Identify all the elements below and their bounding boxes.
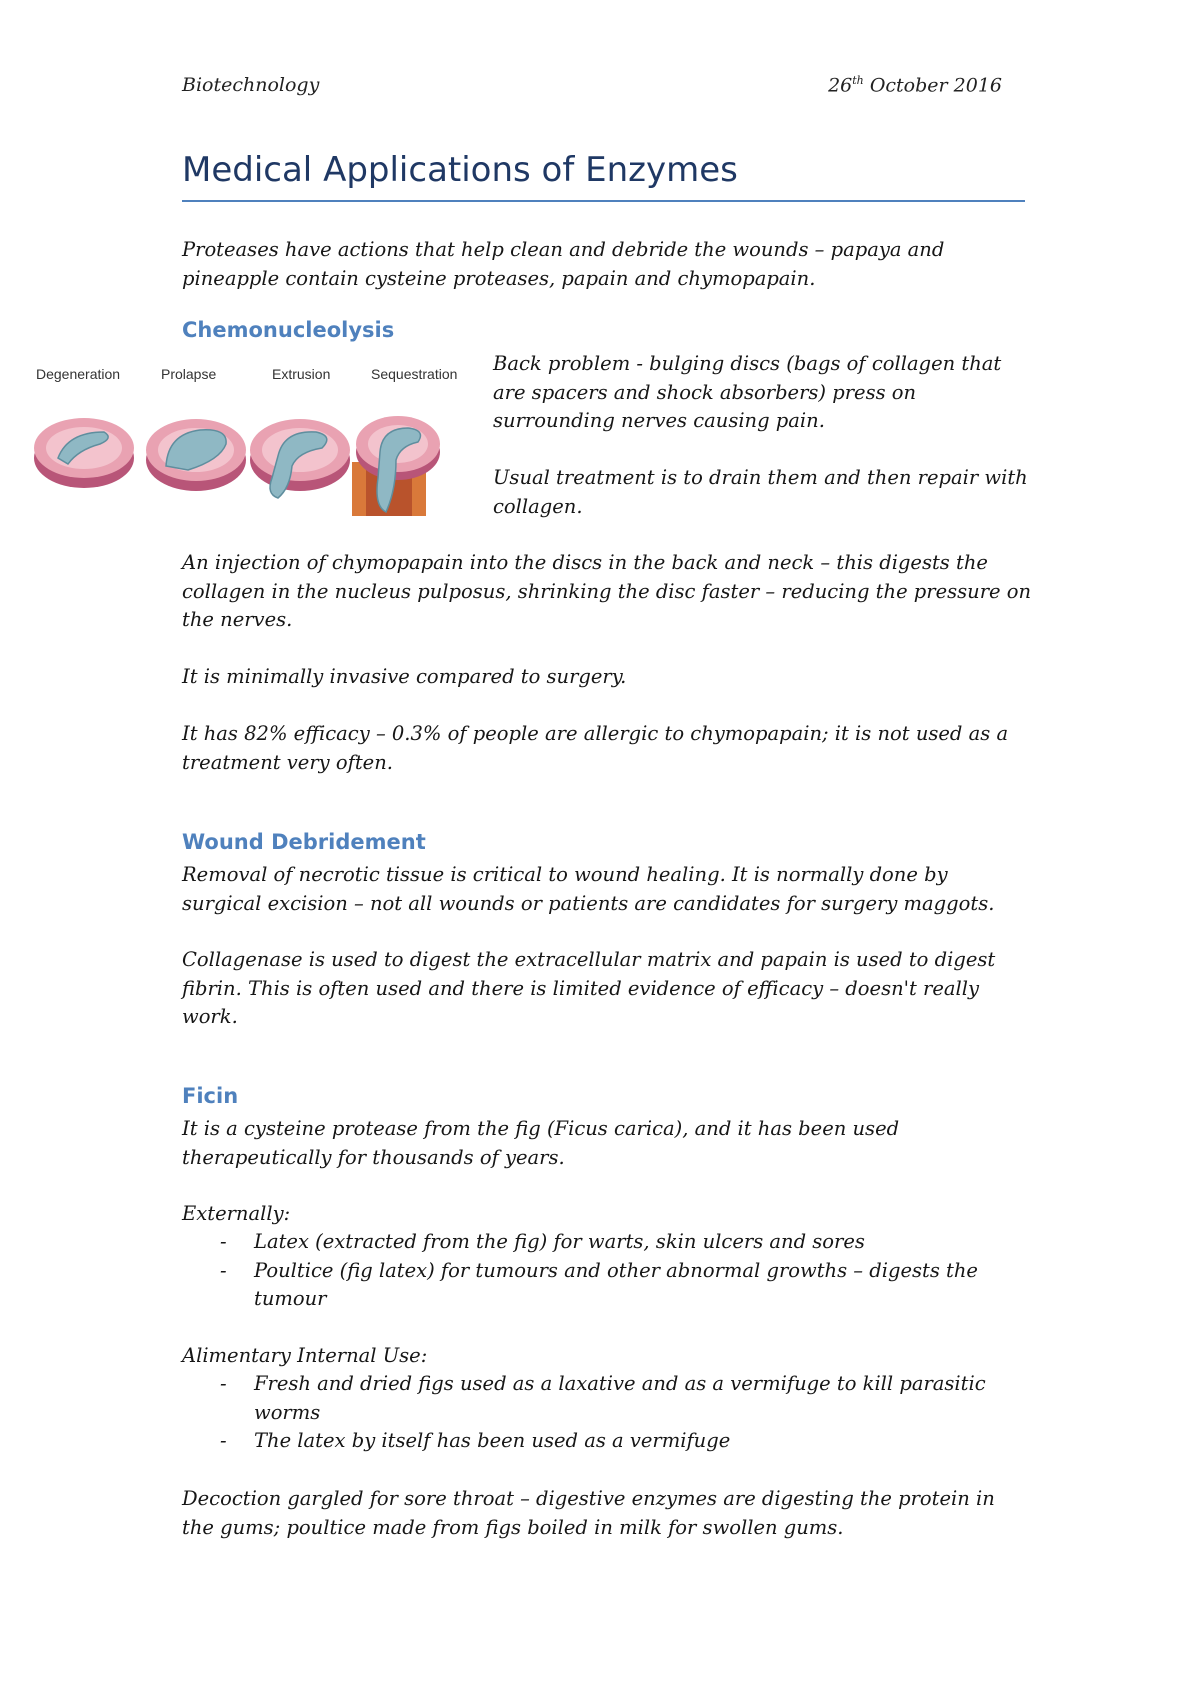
list-marker: -: [220, 1258, 227, 1282]
ficin-paragraph-1: It is a cysteine protease from the fig (Ficus carica), and it has been used therapeutically for thousands of years.: [182, 1117, 900, 1169]
heading-wound-debridement: Wound Debridement: [182, 830, 426, 854]
date-rest: October 2016: [863, 74, 1002, 97]
ficin-paragraph-last: Decoction gargled for sore throat – digestive enzymes are digesting the protein in the gums; poultice made from figs boiled in milk for swollen gums.: [182, 1487, 995, 1539]
internal-use-label: Alimentary Internal Use:: [182, 1344, 428, 1367]
figure-label-extrusion: Extrusion: [272, 366, 331, 382]
chemo-paragraph-3: An injection of chymopapain into the discs in the back and neck – this digests the collagen in the nucleus pulposus, shrinking the disc faster – reducing the pressure on the nerves.: [182, 551, 1032, 631]
list-marker: -: [220, 1230, 227, 1253]
disc-herniation-figure: [28, 366, 468, 516]
chemo-side-paragraph-1: Back problem - bulging discs (bags of collagen that are spacers and shock absorbers) press on surrounding nerves causing pain.: [493, 352, 1002, 432]
list-marker: -: [220, 1372, 227, 1395]
wound-paragraph-1: Removal of necrotic tissue is critical to wound healing. It is normally done by surgical excision – not all wounds or patients are candidates for surgery maggots.: [182, 863, 995, 915]
intro-paragraph: Proteases have actions that help clean and debride the wounds – papaya and pineapple contain cysteine proteases, papain and chymopapain.: [182, 238, 945, 290]
disc-sequestration-image: [352, 416, 440, 516]
list-item: [182, 1370, 1032, 1427]
date-day: 26: [828, 74, 853, 97]
external-uses-list: [182, 1228, 1032, 1314]
list-item-text: Fresh and dried figs used as a laxative and as a vermifuge to kill parasitic worms: [254, 1372, 986, 1424]
date-suffix: th: [852, 74, 864, 87]
disc-prolapse-image: [146, 419, 246, 491]
chemo-side-paragraph-2: Usual treatment is to drain them and then repair with collagen.: [493, 466, 1028, 518]
externally-label: Externally:: [182, 1202, 291, 1225]
disc-extrusion-image: [250, 419, 350, 498]
header-date: [828, 74, 1002, 96]
list-item-text: The latex by itself has been used as a vermifuge: [254, 1429, 731, 1452]
heading-chemonucleolysis: Chemonucleolysis: [182, 318, 395, 342]
figure-label-sequestration: Sequestration: [371, 366, 458, 382]
disc-illustrations: [28, 366, 468, 516]
disc-degeneration-image: [34, 418, 134, 488]
internal-uses-list: [182, 1370, 1032, 1456]
list-item-text: Poultice (fig latex) for tumours and other abnormal growths – digests the tumour: [254, 1258, 978, 1310]
chemo-paragraph-5: It has 82% efficacy – 0.3% of people are allergic to chymopapain; it is not used as a treatment very often.: [182, 722, 1009, 774]
figure-label-prolapse: Prolapse: [161, 366, 217, 382]
list-marker: -: [220, 1429, 227, 1452]
list-item: [182, 1427, 1032, 1456]
chemo-paragraph-4: It is minimally invasive compared to surgery.: [182, 665, 627, 688]
header-subject: Biotechnology: [182, 74, 320, 96]
list-item: [182, 1228, 1032, 1257]
list-item: [182, 1257, 1032, 1314]
heading-ficin: Ficin: [182, 1084, 239, 1108]
figure-label-degeneration: Degeneration: [36, 366, 121, 382]
wound-paragraph-2: Collagenase is used to digest the extracellular matrix and papain is used to digest fibrin. This is often used and there is limited evidence of efficacy – doesn't really work.: [182, 948, 996, 1028]
page-title: Medical Applications of Enzymes: [182, 150, 1025, 202]
list-item-text: Latex (extracted from the fig) for warts, skin ulcers and sores: [254, 1230, 865, 1253]
